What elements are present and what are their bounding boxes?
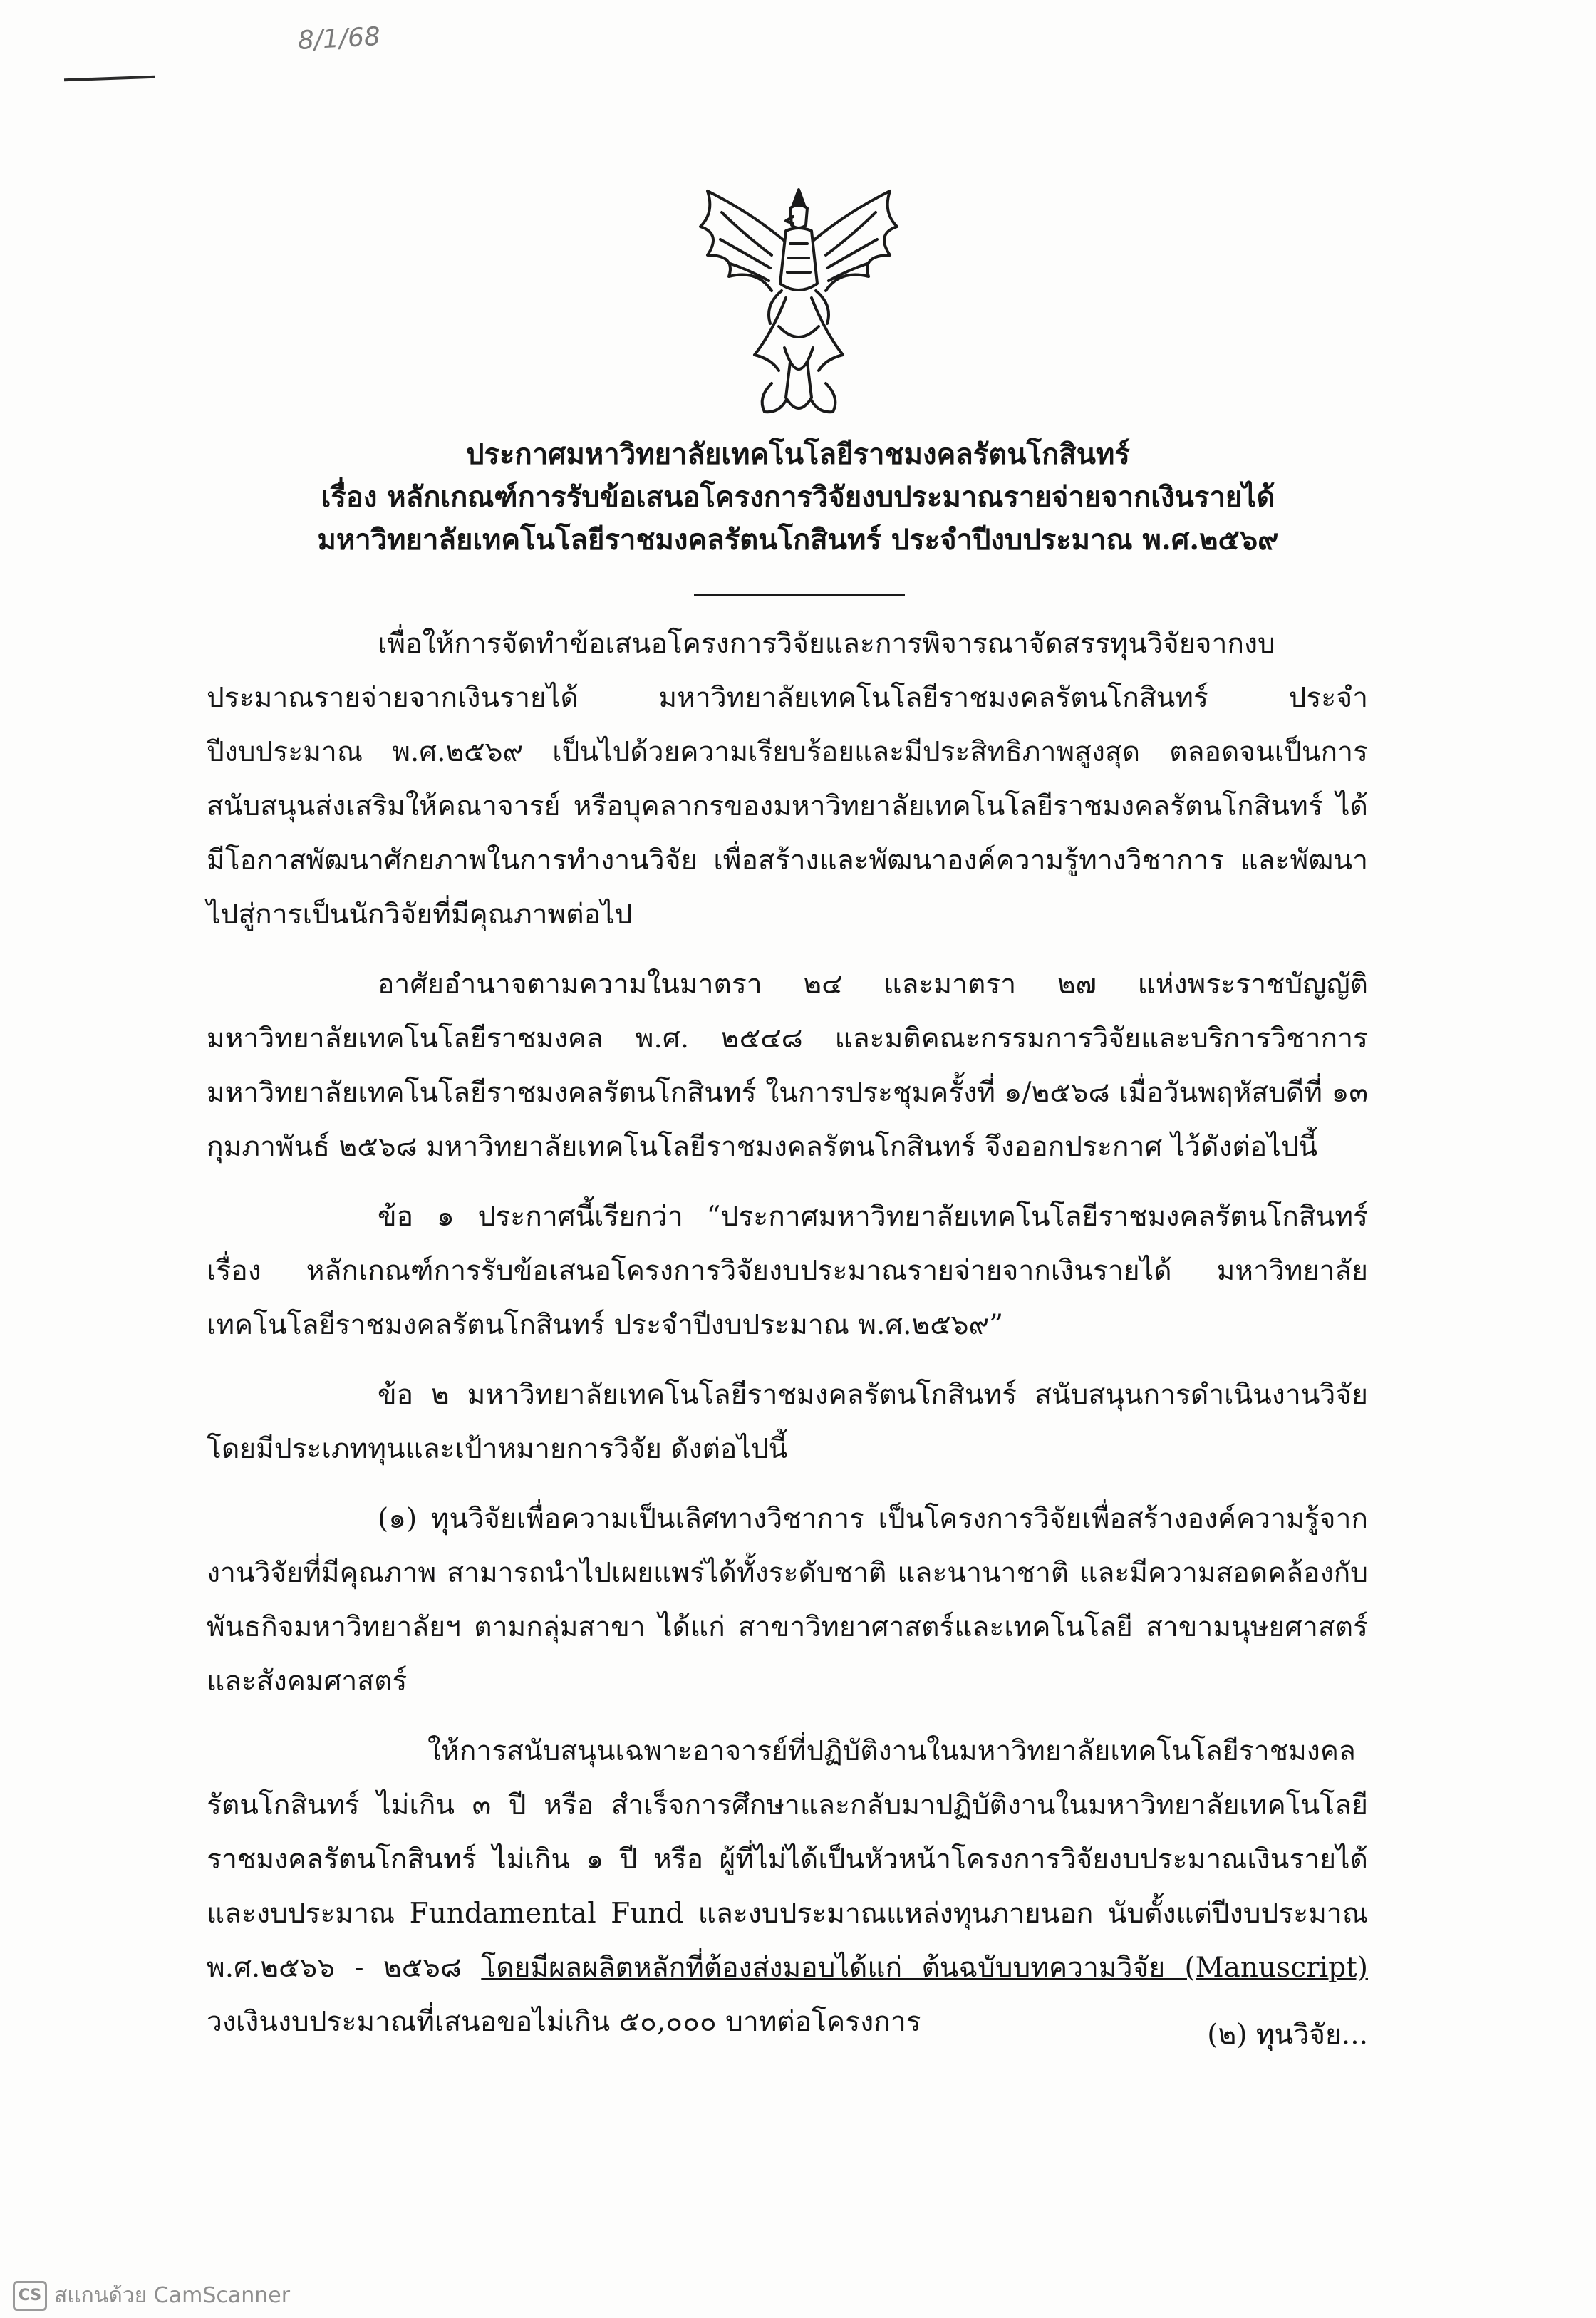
announcement-body xyxy=(207,617,1368,2065)
announcement-title xyxy=(142,433,1454,562)
next-page-continuation: (๒) ทุนวิจัย... xyxy=(1207,2019,1368,2051)
paragraph-grant-type-1: (๑) ทุนวิจัยเพื่อความเป็นเลิศทางวิชาการ เป็นโครงการวิจัยเพื่อสร้างองค์ความรู้จากงานวิจัยที่มีคุณภาพ สามารถนำไปเผยแพร่ได้ทั้งระดับชาติ และนานาชาติ และมีความสอดคล้องกับพันธกิจมหาวิทยาลัยฯ ตามกลุ่มสาขา ได้แก่ สาขาวิทยาศาสตร์และเทคโนโลยี สาขามนุษยศาสตร์และสังคมศาสตร์ xyxy=(207,1503,1368,1697)
title-line-3: มหาวิทยาลัยเทคโนโลยีราชมงคลรัตนโกสินทร์ ประจำปีงบประมาณ พ.ศ.๒๕๖๙ xyxy=(317,523,1279,557)
title-divider xyxy=(694,594,905,596)
paragraph-clause-1: ข้อ ๑ ประกาศนี้เรียกว่า “ประกาศมหาวิทยาลัยเทคโนโลยีราชมงคลรัตนโกสินทร์ เรื่อง หลักเกณฑ์การรับข้อเสนอโครงการวิจัยงบประมาณรายจ่ายจากเงินรายได้ มหาวิทยาลัยเทคโนโลยีราชมงคลรัตนโกสินทร์ ประจำปีงบประมาณ พ.ศ.๒๕๖๙” xyxy=(207,1201,1368,1341)
budget-limit-text: วงเงินงบประมาณที่เสนอขอไม่เกิน ๕๐,๐๐๐ บาทต่อโครงการ xyxy=(207,2006,921,2038)
handwritten-date-note: 8/1/68 xyxy=(297,21,381,56)
pen-mark xyxy=(64,76,155,81)
title-line-1: ประกาศมหาวิทยาลัยเทคโนโลยีราชมงคลรัตนโกสินทร์ xyxy=(466,438,1130,471)
title-line-2: เรื่อง หลักเกณฑ์การรับข้อเสนอโครงการวิจัยงบประมาณรายจ่ายจากเงินรายได้ xyxy=(321,480,1275,514)
paragraph-authority: อาศัยอำนาจตามความในมาตรา ๒๔ และมาตรา ๒๗ แห่งพระราชบัญญัติมหาวิทยาลัยเทคโนโลยีราชมงคล พ.ศ. ๒๕๔๘ และมติคณะกรรมการวิจัยและบริการวิชาการ มหาวิทยาลัยเทคโนโลยีราชมงคลรัตนโกสินทร์ ในการประชุมครั้งที่ ๑/๒๕๖๘ เมื่อวันพฤหัสบดีที่ ๑๓ กุมภาพันธ์ ๒๕๖๘ มหาวิทยาลัยเทคโนโลยีราชมงคลรัตนโกสินทร์ จึงออกประกาศ ไว้ดังต่อไปนี้ xyxy=(207,968,1368,1163)
paragraph-clause-2: ข้อ ๒ มหาวิทยาลัยเทคโนโลยีราชมงคลรัตนโกสินทร์ สนับสนุนการดำเนินงานวิจัย โดยมีประเภททุนและเป้าหมายการวิจัย ดังต่อไปนี้ xyxy=(207,1379,1368,1465)
paragraph-eligibility xyxy=(207,1724,1368,2049)
paragraph-purpose: เพื่อให้การจัดทำข้อเสนอโครงการวิจัยและการพิจารณาจัดสรรทุนวิจัยจากงบประมาณรายจ่ายจากเงินรายได้ มหาวิทยาลัยเทคโนโลยีราชมงคลรัตนโกสินทร์ ประจำปีงบประมาณ พ.ศ.๒๕๖๙ เป็นไปด้วยความเรียบร้อยและมีประสิทธิภาพสูงสุด ตลอดจนเป็นการสนับสนุนส่งเสริมให้คณาจารย์ หรือบุคลากรของมหาวิทยาลัยเทคโนโลยีราชมงคลรัตนโกสินทร์ ได้มีโอกาสพัฒนาศักยภาพในการทำงานวิจัย เพื่อสร้างและพัฒนาองค์ความรู้ทางวิชาการ และพัฒนาไปสู่การเป็นนักวิจัยที่มีคุณภาพต่อไป xyxy=(207,628,1368,931)
camscanner-watermark xyxy=(13,2279,290,2312)
eligibility-text: ให้การสนับสนุนเฉพาะอาจารย์ที่ปฏิบัติงานในมหาวิทยาลัยเทคโนโลยีราชมงคลรัตนโกสินทร์ ไม่เกิน ๓ ปี หรือ สำเร็จการศึกษาและกลับมาปฏิบัติงานในมหาวิทยาลัยเทคโนโลยีราชมงคลรัตนโกสินทร์ ไม่เกิน ๑ ปี หรือ ผู้ที่ไม่ได้เป็นหัวหน้าโครงการวิจัยงบประมาณเงินรายได้ และงบประมาณ Fundamental Fund และงบประมาณแหล่งทุนภายนอก นับตั้งแต่ปีงบประมาณ พ.ศ.๒๕๖๖ - ๒๕๖๘ xyxy=(207,1735,1368,1984)
camscanner-label: สแกนด้วย CamScanner xyxy=(54,2283,291,2308)
garuda-emblem-icon xyxy=(686,184,911,425)
camscanner-logo-icon: CS xyxy=(13,2281,47,2311)
deliverable-underlined: โดยมีผลผลิตหลักที่ต้องส่งมอบได้แก่ ต้นฉบับบทความวิจัย (Manuscript) xyxy=(481,1952,1368,1984)
